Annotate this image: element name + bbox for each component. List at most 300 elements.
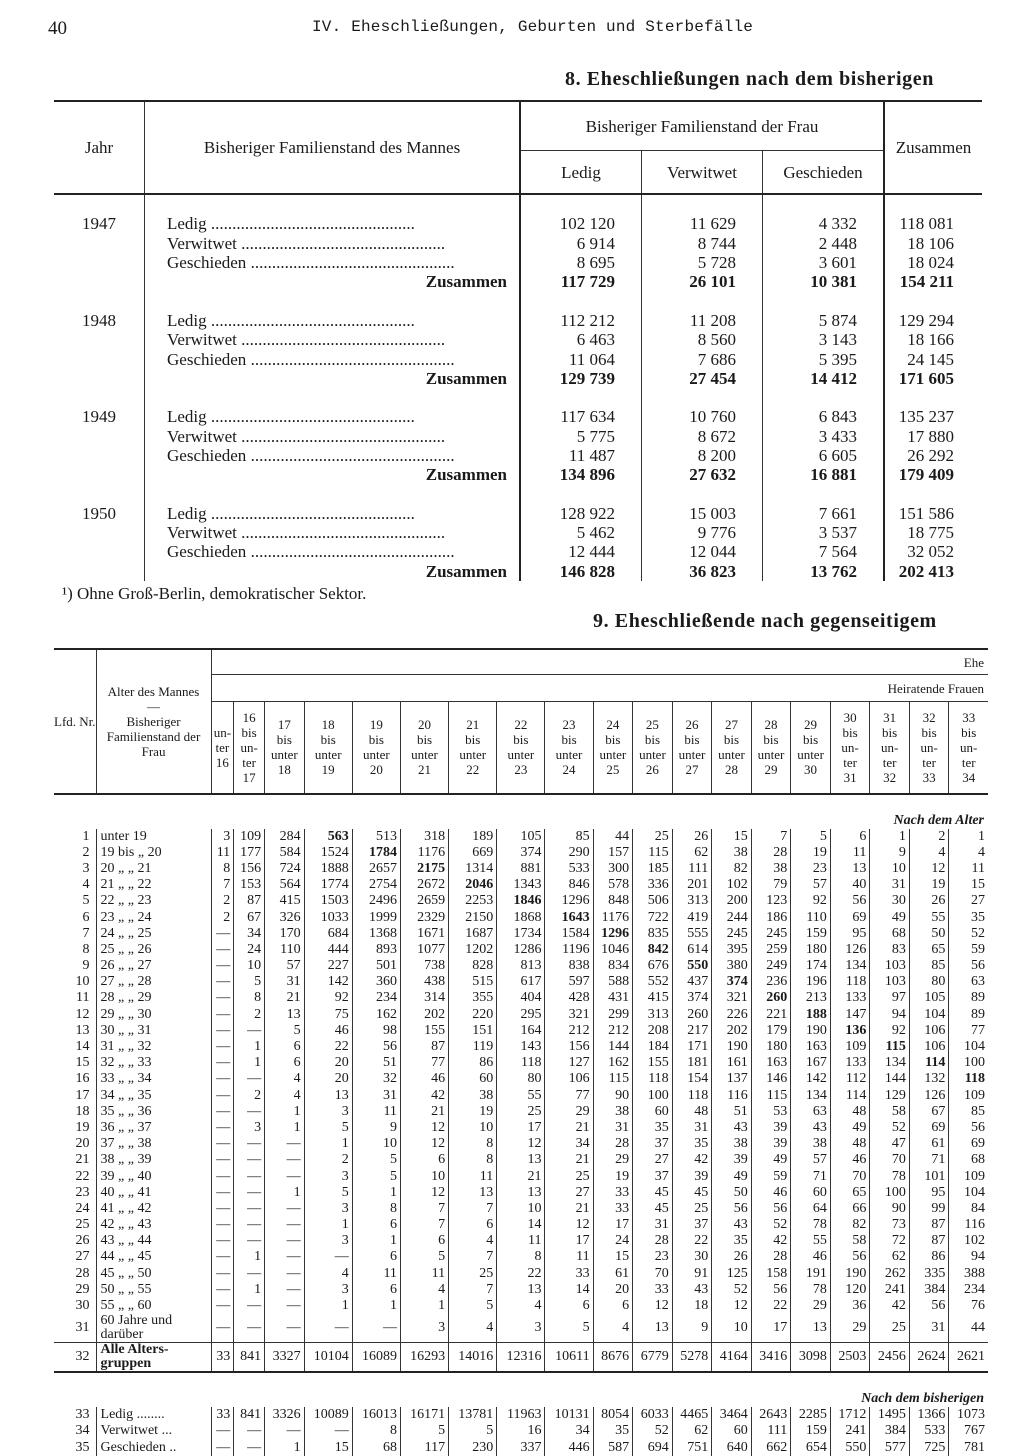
- t9-cell: 2503: [830, 1343, 870, 1373]
- t8-row-label: Zusammen: [145, 562, 521, 581]
- t9-cell: 2624: [909, 1343, 949, 1373]
- t9-cell: 1687: [449, 926, 497, 942]
- t9-cell: 12316: [497, 1343, 545, 1373]
- t9-cell: 8054: [593, 1407, 633, 1423]
- t9-row-nr: 35: [54, 1440, 96, 1456]
- t9-row-nr: 2: [54, 845, 96, 861]
- t9-cell: 10: [497, 1201, 545, 1217]
- t9-cell: 63: [971, 974, 985, 990]
- t9-cell: 2046: [449, 877, 497, 893]
- t9-cell: 11: [497, 1233, 545, 1249]
- t9-cell: 72: [870, 1233, 910, 1249]
- t9-cell: 13: [497, 1185, 545, 1201]
- t9-cell: 444: [304, 942, 352, 958]
- t9-row-nr: 15: [54, 1055, 96, 1071]
- t9-cell: 578: [593, 877, 633, 893]
- t9-cell: 221: [751, 1007, 791, 1023]
- t9-cell: 123: [751, 893, 791, 909]
- t9-row-age: unter 19: [96, 829, 211, 845]
- t9-cell: 7: [211, 877, 234, 893]
- t9-cell: 10: [449, 1120, 497, 1136]
- t9-row-age: 31 „ „ 32: [96, 1039, 211, 1055]
- t9-cell: 19: [791, 845, 831, 861]
- t8-row: [54, 542, 982, 561]
- t9-cell: 92: [870, 1023, 910, 1039]
- t9-cell: —: [265, 1201, 305, 1217]
- t9-cell: 2: [909, 829, 949, 845]
- t9-row-age: 41 „ „ 42: [96, 1201, 211, 1217]
- t9-cell: 71: [909, 1152, 949, 1168]
- t9-cell: 828: [449, 958, 497, 974]
- t9-cell: 90: [870, 1201, 910, 1217]
- t9-cell: 3: [234, 1120, 265, 1136]
- t8-cell: 18 024: [907, 253, 954, 273]
- t9-row-age: 20 „ „ 21: [96, 861, 211, 877]
- t9-cell: 77: [400, 1055, 448, 1071]
- t8-cell: 8 744: [642, 234, 763, 253]
- t9-cell: 70: [830, 1168, 870, 1184]
- t9-cell: 1: [304, 1217, 352, 1233]
- t9-cell: 115: [870, 1039, 910, 1055]
- t9-cell: 60: [449, 1071, 497, 1087]
- t9-row: [54, 861, 988, 877]
- t9-cell: —: [265, 1423, 305, 1439]
- t9-cell: 321: [712, 990, 752, 1006]
- t9-row: [54, 990, 988, 1006]
- t9-cell: 10611: [545, 1343, 593, 1373]
- t9-cell: 39: [672, 1168, 712, 1184]
- t9-row: [54, 1185, 988, 1201]
- t9-cell: 33: [211, 1343, 234, 1373]
- t9-cell: 171: [672, 1039, 712, 1055]
- t9-row-age: 39 „ „ 40: [96, 1168, 211, 1184]
- t9-cell: 249: [751, 958, 791, 974]
- t9-cell: 13: [497, 1282, 545, 1298]
- t9-cell: 104: [909, 1007, 949, 1023]
- t9-cell: 5: [304, 1185, 352, 1201]
- t9-cell: 51: [712, 1104, 752, 1120]
- t9-cell: 46: [830, 1152, 870, 1168]
- t9-cell: 1671: [400, 926, 448, 942]
- t9-cell: 156: [545, 1039, 593, 1055]
- t9-cell: 26: [712, 1249, 752, 1265]
- t9-cell: 16089: [352, 1343, 400, 1373]
- t9-cell: 2456: [870, 1343, 910, 1373]
- t9-cell: 227: [304, 958, 352, 974]
- t9-cell: 15: [971, 877, 985, 893]
- t9-cell: 51: [352, 1055, 400, 1071]
- t9-row: [54, 829, 988, 845]
- t9-cell: 97: [870, 990, 910, 1006]
- t9-cell: 1999: [352, 909, 400, 925]
- t9-cell: 37: [633, 1168, 673, 1184]
- t9-cell: 2: [234, 1007, 265, 1023]
- t9-cell: 167: [791, 1055, 831, 1071]
- t9-cell: 87: [400, 1039, 448, 1055]
- t9-cell: 1202: [449, 942, 497, 958]
- t9-row-age: Alle Alters- gruppen: [96, 1343, 211, 1373]
- t9-cell: 1774: [304, 877, 352, 893]
- t9-cell: 7: [449, 1282, 497, 1298]
- t9-row: [54, 942, 988, 958]
- t8-row: [54, 272, 982, 291]
- t9-head-fam-frau: Bisheriger Familienstand der Frau: [106, 713, 201, 759]
- t9-cell: 10104: [304, 1343, 352, 1373]
- t8-cell: 36 823: [642, 562, 763, 581]
- t9-cell: 37: [633, 1136, 673, 1152]
- t9-cell: 1314: [449, 861, 497, 877]
- t9-cell: 262: [870, 1266, 910, 1282]
- t9-cell: 4: [400, 1282, 448, 1298]
- t9-cell: 85: [909, 958, 949, 974]
- t9-cell: 1286: [497, 942, 545, 958]
- t9-cell: —: [211, 974, 234, 990]
- t9-cell: 1: [304, 1298, 352, 1314]
- t9-cell: 3: [497, 1314, 545, 1343]
- t9-cell: 3: [304, 1104, 352, 1120]
- t9-cell: 587: [593, 1440, 633, 1456]
- t9-cell: 61: [909, 1136, 949, 1152]
- t9-row: [54, 1407, 988, 1423]
- t9-cell: 64: [791, 1201, 831, 1217]
- t9-cell: 22: [304, 1039, 352, 1055]
- t8-cell: 10 381: [763, 272, 885, 291]
- t9-cell: 838: [545, 958, 593, 974]
- t8-spacer: [54, 388, 982, 407]
- t9-cell: 1: [234, 1282, 265, 1298]
- t8-cell: 5 874: [763, 311, 885, 330]
- t9-cell: 380: [712, 958, 752, 974]
- t9-cell: 69: [830, 909, 870, 925]
- t9-cell: 35: [971, 909, 985, 925]
- t9-cell: 3098: [791, 1343, 831, 1373]
- t9-cell: 781: [964, 1439, 985, 1455]
- t9-section-row: [54, 794, 988, 829]
- t9-cell: 1503: [304, 893, 352, 909]
- t8-cell: 27 632: [642, 465, 763, 484]
- t9-cell: 446: [545, 1440, 593, 1456]
- t9-cell: 374: [672, 990, 712, 1006]
- t9-cell: 21: [545, 1120, 593, 1136]
- t9-cell: 109: [830, 1039, 870, 1055]
- t9-cell: 1077: [400, 942, 448, 958]
- t9-cell: 38: [791, 1136, 831, 1152]
- t8-row: [54, 214, 982, 233]
- t9-section-label: Nach dem Alter: [893, 812, 984, 828]
- t9-row-nr: 24: [54, 1201, 96, 1217]
- t9-cell: 1: [234, 1249, 265, 1265]
- t8-year: 1948: [54, 311, 145, 330]
- t8-row-label: Geschieden .....: [145, 542, 521, 561]
- t9-row: [54, 1071, 988, 1087]
- t9-row-age: 19 bis „ 20: [96, 845, 211, 861]
- t9-cell: 56: [751, 1282, 791, 1298]
- t9-cell: 47: [870, 1136, 910, 1152]
- t9-cell: 34: [234, 926, 265, 942]
- t9-row-nr: 5: [54, 893, 96, 909]
- t9-cell: 92: [304, 990, 352, 1006]
- t9-cell: 35: [633, 1120, 673, 1136]
- t9-cell: 111: [672, 861, 712, 877]
- t8-cell: 154 211: [899, 272, 954, 292]
- t9-row: [54, 1266, 988, 1282]
- t9-cell: 126: [909, 1088, 949, 1104]
- t9-cell: 428: [545, 990, 593, 1006]
- t9-cell: 19: [593, 1168, 633, 1184]
- t9-cell: 2253: [449, 893, 497, 909]
- t9-row-nr: 16: [54, 1071, 96, 1087]
- t8-year: [54, 523, 145, 542]
- t8-row: [54, 349, 982, 368]
- t9-cell: 62: [672, 845, 712, 861]
- t9-row-nr: 11: [54, 990, 96, 1006]
- t9-cell: 2: [304, 1152, 352, 1168]
- t9-cell: 1: [870, 829, 910, 845]
- t9-cell: 43: [672, 1282, 712, 1298]
- t8-cell: 32 052: [907, 542, 954, 562]
- t9-cell: 6: [352, 1217, 400, 1233]
- t9-col-head: 24 bis unter 25: [593, 702, 633, 794]
- t9-cell: 43: [791, 1120, 831, 1136]
- t9-cell: 3: [400, 1314, 448, 1343]
- t9-cell: 61: [593, 1266, 633, 1282]
- t9-cell: 419: [672, 909, 712, 925]
- t8-cell: 5 775: [520, 427, 642, 446]
- t9-cell: 2285: [791, 1407, 831, 1423]
- t9-cell: —: [211, 1088, 234, 1104]
- t9-cell: 87: [234, 893, 265, 909]
- t9-cell: 6033: [633, 1407, 673, 1423]
- t9-cell: 13: [830, 861, 870, 877]
- t9-cell: —: [304, 1314, 352, 1343]
- t9-row-nr: 28: [54, 1266, 96, 1282]
- t9-cell: —: [211, 1168, 234, 1184]
- t9-cell: 15: [593, 1249, 633, 1265]
- t9-cell: 8: [211, 861, 234, 877]
- t9-cell: 60: [712, 1423, 752, 1439]
- t9-cell: 25: [672, 1201, 712, 1217]
- t9-cell: 31: [909, 1314, 949, 1343]
- t9-cell: 13: [304, 1088, 352, 1104]
- t9-cell: 15: [712, 829, 752, 845]
- t9-cell: 45: [633, 1185, 673, 1201]
- t9-cell: 13: [633, 1314, 673, 1343]
- t9-cell: 28: [593, 1136, 633, 1152]
- t8-row: [54, 504, 982, 523]
- t8-row-label: Verwitwet .....: [145, 330, 521, 349]
- t9-cell: 11: [211, 845, 234, 861]
- t9-cell: 1296: [593, 926, 633, 942]
- t9-cell: 4: [449, 1314, 497, 1343]
- t9-cell: 20: [593, 1282, 633, 1298]
- t9-cell: 44: [593, 829, 633, 845]
- t8-year: 1947: [54, 214, 145, 233]
- t9-cell: 355: [449, 990, 497, 1006]
- t9-row: [54, 1104, 988, 1120]
- t9-cell: 8: [352, 1423, 400, 1439]
- t9-cell: 43: [712, 1120, 752, 1136]
- t9-col-head: 17 bis unter 18: [265, 702, 305, 794]
- t8-cell: 8 560: [642, 330, 763, 349]
- t9-cell: 56: [971, 958, 985, 974]
- t9-cell: 4: [497, 1298, 545, 1314]
- t9-cell: —: [234, 1298, 265, 1314]
- t9-cell: 313: [672, 893, 712, 909]
- t8-cell: 3 537: [763, 523, 885, 542]
- t9-cell: 1888: [304, 861, 352, 877]
- t9-row: [54, 877, 988, 893]
- t9-cell: 841: [234, 1407, 265, 1423]
- t9-cell: 42: [400, 1088, 448, 1104]
- t9-cell: —: [211, 926, 234, 942]
- table9: [54, 648, 988, 1456]
- t9-cell: 109: [964, 1168, 985, 1184]
- t9-cell: 384: [909, 1282, 949, 1298]
- t9-cell: 52: [870, 1120, 910, 1136]
- t9-cell: 220: [449, 1007, 497, 1023]
- t9-cell: 13781: [449, 1407, 497, 1423]
- t9-cell: 6: [545, 1298, 593, 1314]
- t9-cell: 3: [304, 1282, 352, 1298]
- t9-cell: 841: [234, 1343, 265, 1373]
- page-number: 40: [48, 18, 67, 39]
- t9-cell: 326: [265, 909, 305, 925]
- t9-cell: 1176: [400, 845, 448, 861]
- t8-cell: 16 881: [763, 465, 885, 484]
- t8-year: [54, 446, 145, 465]
- t9-cell: 1: [234, 1055, 265, 1071]
- t9-cell: 5: [545, 1314, 593, 1343]
- t9-cell: 684: [304, 926, 352, 942]
- footnote: ¹) Ohne Groß-Berlin, demokratischer Sektor.: [62, 584, 367, 603]
- t9-cell: 106: [909, 1039, 949, 1055]
- t9-cell: 50: [909, 926, 949, 942]
- t9-cell: 584: [265, 845, 305, 861]
- t9-cell: 234: [352, 990, 400, 1006]
- t9-cell: 12: [545, 1217, 593, 1233]
- t9-cell: 120: [830, 1282, 870, 1298]
- t9-cell: 4164: [712, 1343, 752, 1373]
- t9-cell: 21: [400, 1104, 448, 1120]
- t9-cell: 230: [449, 1440, 497, 1456]
- t9-cell: 144: [870, 1071, 910, 1087]
- t9-cell: 66: [830, 1201, 870, 1217]
- t9-cell: 676: [633, 958, 673, 974]
- t9-cell: 105: [497, 829, 545, 845]
- t8-row-label: Zusammen: [145, 465, 521, 484]
- t9-cell: 5: [352, 1152, 400, 1168]
- t9-cell: 1712: [830, 1407, 870, 1423]
- t9-cell: —: [211, 1298, 234, 1314]
- t8-cell: 6 463: [520, 330, 642, 349]
- t9-cell: 59: [971, 941, 985, 957]
- t9-row-nr: 26: [54, 1233, 96, 1249]
- t9-cell: 38: [712, 845, 752, 861]
- t9-cell: 38: [449, 1088, 497, 1104]
- t8-cell: 179 409: [898, 465, 954, 485]
- t9-cell: 14016: [449, 1343, 497, 1373]
- t9-cell: 751: [672, 1440, 712, 1456]
- t9-cell: —: [211, 1104, 234, 1120]
- t9-col-head: 22 bis unter 23: [497, 702, 545, 794]
- t9-cell: 34: [545, 1136, 593, 1152]
- t9-row-age: 32 „ „ 33: [96, 1055, 211, 1071]
- t9-cell: 2754: [352, 877, 400, 893]
- t9-cell: 2496: [352, 893, 400, 909]
- t9-cell: 10: [234, 958, 265, 974]
- t9-cell: 2: [211, 893, 234, 909]
- t9-cell: 45: [672, 1185, 712, 1201]
- t9-cell: 16: [497, 1423, 545, 1439]
- t8-year: [54, 542, 145, 561]
- t8-cell: 6 605: [763, 446, 885, 465]
- t9-cell: —: [234, 1233, 265, 1249]
- t9-cell: 100: [870, 1185, 910, 1201]
- t9-row: [54, 1055, 988, 1071]
- t9-row-age: 28 „ „ 29: [96, 990, 211, 1006]
- t9-row: [54, 1440, 988, 1456]
- t9-cell: 3: [304, 1168, 352, 1184]
- t9-cell: 6: [449, 1217, 497, 1233]
- t9-cell: 50: [712, 1185, 752, 1201]
- t8-cell: 202 413: [898, 561, 954, 581]
- t9-row: [54, 1343, 988, 1373]
- t9-cell: 48: [672, 1104, 712, 1120]
- t9-cell: 1: [265, 1104, 305, 1120]
- t9-cell: 588: [593, 974, 633, 990]
- t9-cell: 179: [751, 1023, 791, 1039]
- t9-row-nr: 31: [54, 1314, 96, 1343]
- t9-cell: 260: [672, 1007, 712, 1023]
- t9-cell: 56: [712, 1201, 752, 1217]
- t9-cell: 1366: [909, 1407, 949, 1423]
- t8-cell: 27 454: [642, 369, 763, 388]
- t9-row-nr: 21: [54, 1152, 96, 1168]
- t8-cell: 5 728: [642, 253, 763, 272]
- t9-cell: 241: [830, 1423, 870, 1439]
- t9-cell: 68: [870, 926, 910, 942]
- t8-cell: 6 914: [520, 234, 642, 253]
- t9-cell: 21: [545, 1152, 593, 1168]
- t9-col-head: 30 bis un- ter 31: [830, 702, 870, 794]
- t9-cell: 438: [400, 974, 448, 990]
- t9-row: [54, 958, 988, 974]
- t8-cell: 102 120: [520, 214, 642, 233]
- t9-cell: 881: [497, 861, 545, 877]
- t9-cell: 49: [751, 1152, 791, 1168]
- t9-cell: 2150: [449, 909, 497, 925]
- t9-cell: 245: [751, 926, 791, 942]
- t9-cell: 146: [751, 1071, 791, 1087]
- t9-col-head: 21 bis unter 22: [449, 702, 497, 794]
- t9-cell: 10: [870, 861, 910, 877]
- t8-spacer: [54, 291, 982, 310]
- t9-cell: 118: [964, 1071, 985, 1087]
- t9-cell: 533: [545, 861, 593, 877]
- t9-cell: 33: [211, 1407, 234, 1423]
- t9-cell: 1: [304, 1136, 352, 1152]
- t9-cell: 162: [593, 1055, 633, 1071]
- t9-cell: 85: [545, 829, 593, 845]
- table9-title: 9. Eheschließende nach gegenseitigem: [593, 610, 937, 632]
- t9-cell: 102: [964, 1233, 985, 1249]
- t9-cell: 119: [449, 1039, 497, 1055]
- t8-row: [54, 330, 982, 349]
- t9-cell: 22: [672, 1233, 712, 1249]
- t9-cell: 722: [633, 909, 673, 925]
- t9-cell: 109: [234, 829, 265, 845]
- t9-cell: 89: [971, 990, 985, 1006]
